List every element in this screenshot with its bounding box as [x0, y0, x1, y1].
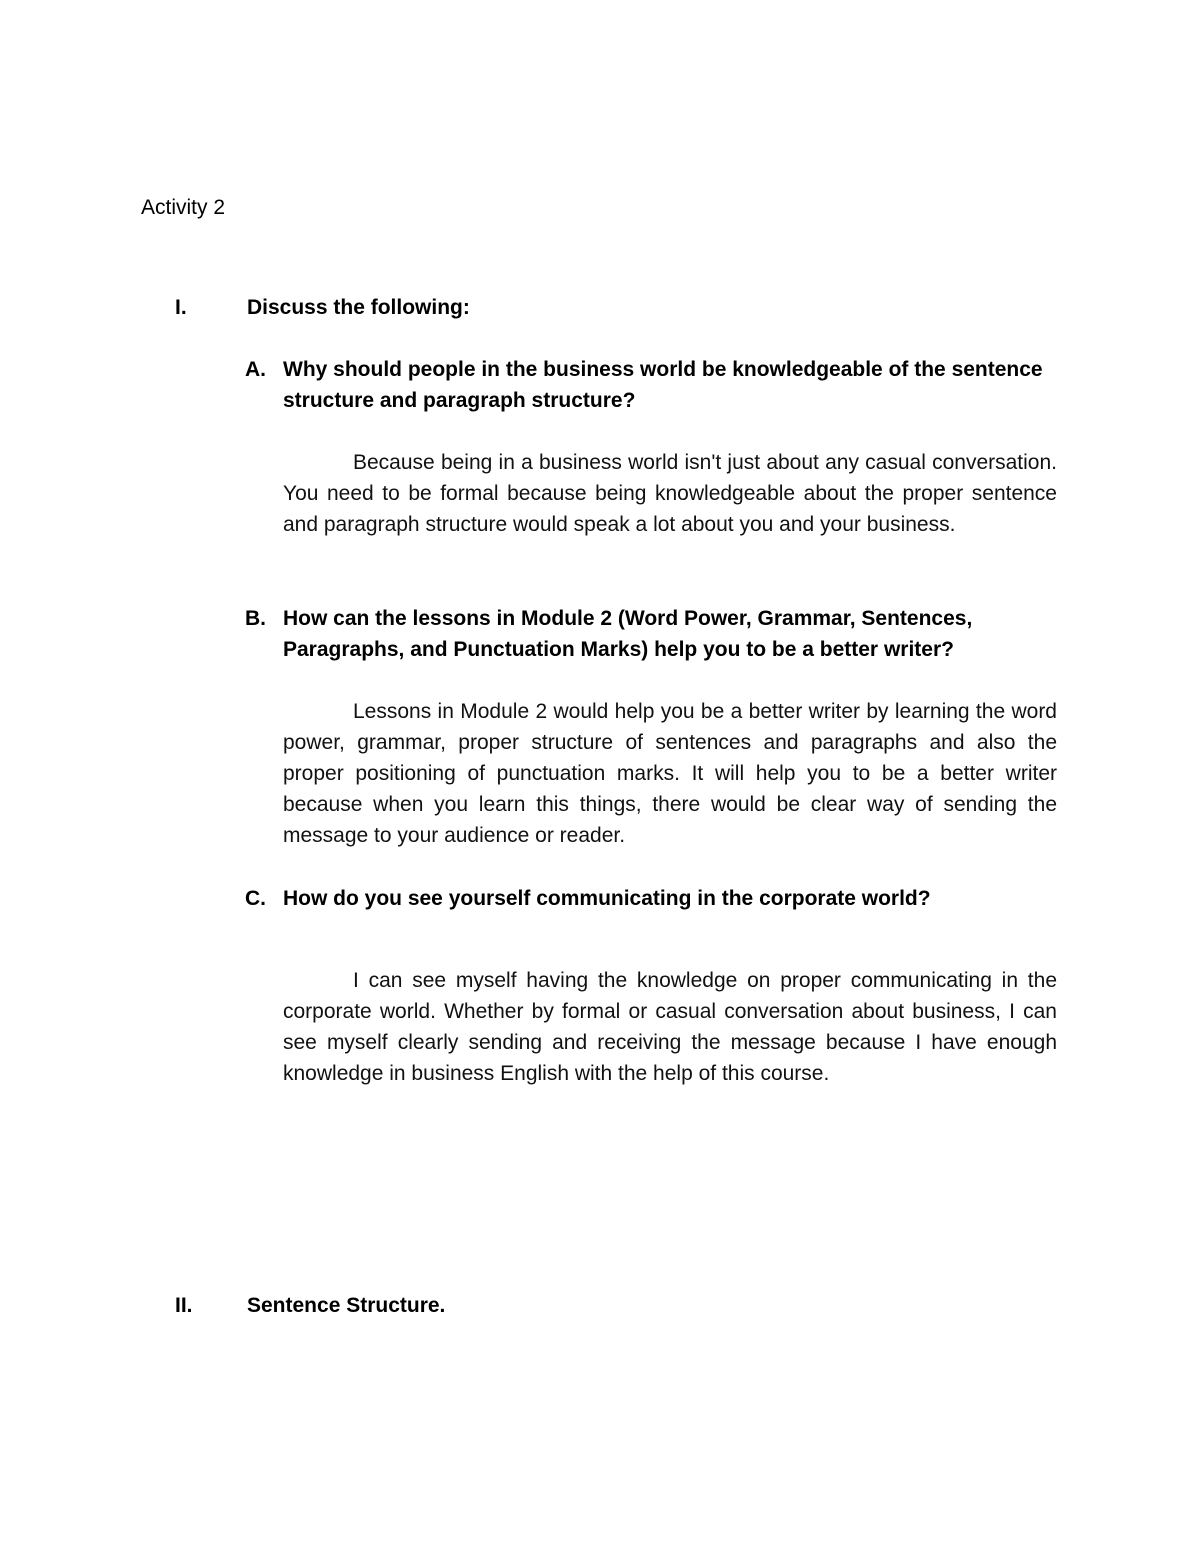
question-c: [245, 883, 1057, 914]
question-b: [245, 603, 1057, 665]
question-letter: B.: [245, 607, 266, 630]
section-heading-text: Discuss the following:: [247, 296, 470, 319]
section-numeral: I.: [175, 296, 187, 319]
question-letter: C.: [245, 887, 266, 910]
question-text: How can the lessons in Module 2 (Word Power, Grammar, Sentences, Paragraphs, and Punctuation Marks) help you to be a better writer?: [283, 607, 973, 661]
answer-c: I can see myself having the knowledge on proper communicating in the corporate world. Whether by formal or casual conversation about business, I can see myself clearly sending and receiving the message because I have enough knowledge in business English with the help of this course.: [283, 969, 1057, 1085]
question-a: [245, 354, 1057, 416]
section-numeral: II.: [175, 1294, 193, 1317]
section-heading-1: [175, 294, 470, 322]
document-title: Activity 2: [141, 196, 226, 219]
section-heading-text: Sentence Structure.: [247, 1294, 446, 1317]
question-text: How do you see yourself communicating in the corporate world?: [283, 887, 931, 910]
question-text: Why should people in the business world be knowledgeable of the sentence structure and paragraph structure?: [283, 358, 1043, 412]
section-heading-2: [175, 1292, 445, 1320]
answer-a: Because being in a business world isn't just about any casual conversation. You need to be formal because being knowledgeable about the proper sentence and paragraph structure would speak a lot about you and your business.: [283, 451, 1057, 536]
answer-b: Lessons in Module 2 would help you be a better writer by learning the word power, grammar, proper structure of sentences and paragraphs and also the proper positioning of punctuation marks. It will help you to be a better writer because when you learn this things, there would be clear way of sending the message to your audience or reader.: [283, 700, 1057, 847]
question-letter: A.: [245, 358, 266, 381]
